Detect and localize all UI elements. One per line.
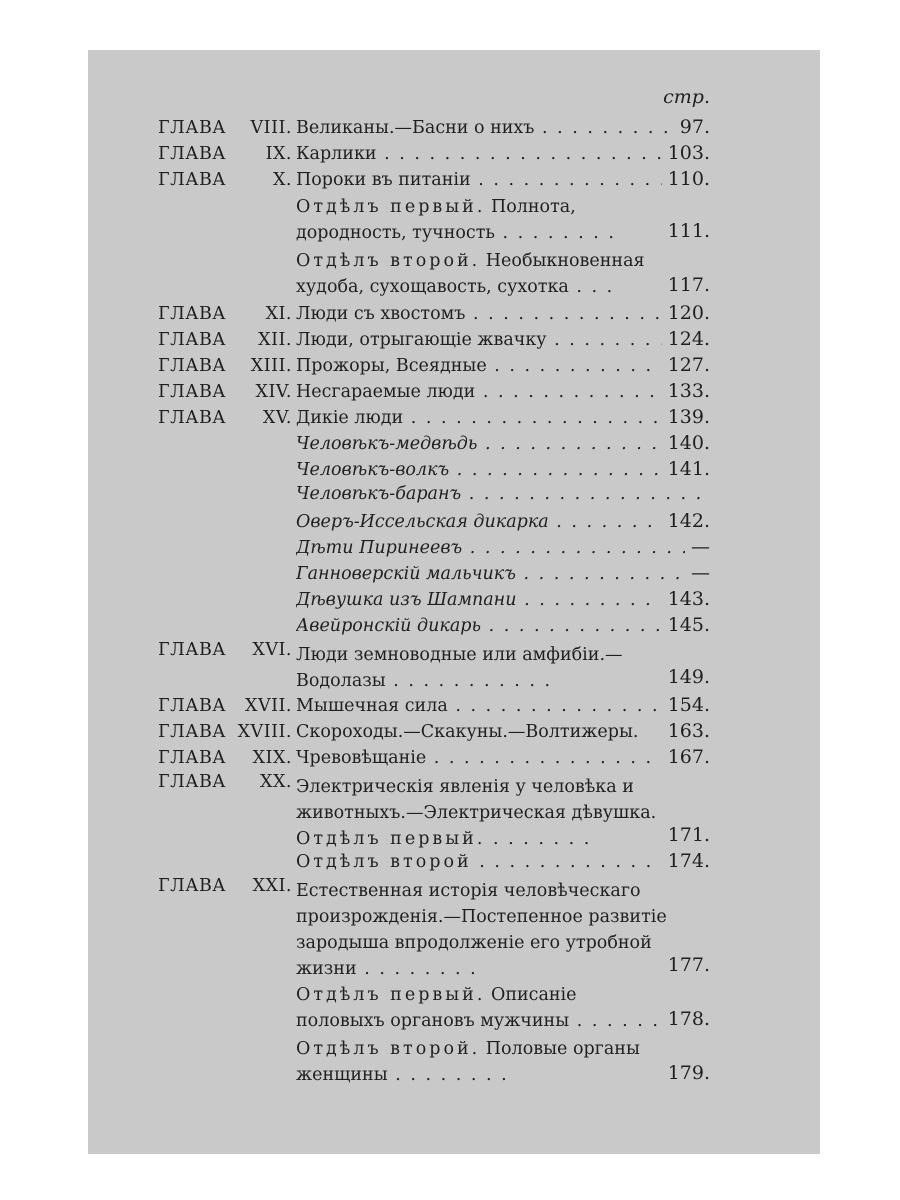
chapter-label: ГЛАВА XI.	[158, 304, 292, 324]
entry-title: Чревовѣщаніе . . .	[296, 748, 662, 768]
chapter-label: ГЛАВА XVIII.	[158, 722, 292, 742]
section-label: Отдѣлъ второй.	[296, 251, 481, 271]
page-number: 154.	[667, 694, 710, 716]
toc-entry	[158, 142, 710, 170]
toc-entry-page-row	[158, 824, 710, 852]
toc-entry	[158, 328, 710, 356]
toc-entry	[158, 302, 710, 330]
entry-title: Человѣкъ-баранъ . . .	[296, 484, 704, 504]
chapter-label: ГЛАВА IX.	[158, 144, 292, 164]
page-number: 139.	[667, 406, 710, 428]
entry-title: Пороки въ питаніи . . .	[296, 170, 662, 190]
page-number: 111.	[667, 220, 710, 242]
toc-entry	[158, 720, 710, 748]
toc-subentry	[158, 850, 710, 878]
entry-title: Дикіе люди . . .	[296, 408, 662, 428]
page-number: 145.	[667, 614, 710, 636]
page-number: 124.	[667, 328, 710, 350]
section-label: Отдѣлъ второй . . .	[296, 852, 662, 872]
page-number: 142.	[667, 510, 710, 532]
entry-title: Человѣкъ-медвѣдь . . .	[296, 434, 662, 454]
entry-title: Карлики . . .	[296, 144, 662, 164]
page-number: 149.	[667, 666, 710, 688]
toc-subentry: Отдѣлъ второй. Половые органы женщины . . . . . . . .	[296, 1039, 640, 1085]
entry-title: Дѣти Пиринеевъ . . .	[296, 538, 685, 558]
entry-title: Электрическія явленія у человѣка и животныхъ.—Электрическая дѣвушка. Отдѣлъ первый. . . . . . . .	[296, 777, 657, 849]
entry-title: Несгараемые люди . . .	[296, 382, 662, 402]
toc-subentry	[158, 432, 710, 460]
chapter-label: ГЛАВА XIX.	[158, 748, 292, 768]
chapter-label: ГЛАВА XXI.	[158, 876, 292, 896]
toc-subentry: Отдѣлъ первый. Полнота, дородность, тучность . . . . . . . .	[296, 197, 616, 243]
book-page	[88, 50, 820, 1154]
chapter-label: ГЛАВА XVI.	[158, 640, 292, 660]
entry-title: Скороходы.—Скакуны.—Волтижеры.	[296, 722, 639, 742]
chapter-label: ГЛАВА VIII.	[158, 118, 292, 138]
page-number: 179.	[667, 1062, 710, 1084]
entry-title: Человѣкъ-волкъ . . .	[296, 460, 662, 480]
chapter-label: ГЛАВА XIII.	[158, 356, 292, 376]
toc-entry	[158, 380, 710, 408]
chapter-label: ГЛАВА XIV.	[158, 382, 292, 402]
toc-entry-page-row	[158, 954, 710, 982]
entry-title: Необыкновенная худоба, сухощавость, сухотка	[296, 251, 645, 297]
toc-entry	[158, 694, 710, 722]
entry-title: Описаніе половыхъ органовъ мужчины	[296, 985, 577, 1031]
section-label: Отдѣлъ первый.	[296, 197, 486, 217]
entry-title: Люди съ хвостомъ . . .	[296, 304, 662, 324]
toc-subentry	[158, 484, 710, 512]
entry-title: Оверъ-Иссельская дикарка . . .	[296, 512, 662, 532]
page-number: —	[691, 562, 710, 584]
chapter-label: ГЛАВА XX.	[158, 772, 292, 792]
chapter-label: ГЛАВА XVII.	[158, 696, 292, 716]
page-number: 141.	[667, 458, 710, 480]
entry-title: Авейронскій дикарь . . .	[296, 616, 662, 636]
toc-entry	[158, 354, 710, 382]
page-number: 178.	[667, 1008, 710, 1030]
page-column-label: стр.	[663, 86, 710, 108]
page-number: 110.	[667, 168, 710, 190]
entry-title: Люди, отрыгающіе жвачку . . .	[296, 330, 662, 350]
page-number: 120.	[667, 302, 710, 324]
page-number: 177.	[667, 954, 710, 976]
section-label: Отдѣлъ второй.	[296, 1039, 481, 1059]
toc-subentry	[158, 588, 710, 616]
page-number: 143.	[667, 588, 710, 610]
chapter-label: ГЛАВА XV.	[158, 408, 292, 428]
entry-title: Дѣвушка изъ Шампани . . .	[296, 590, 662, 610]
entry-title: Великаны.—Басни о нихъ . . .	[296, 118, 674, 138]
toc-subentry: Отдѣлъ второй. Необыкновенная худоба, сухощавость, сухотка . . .	[296, 251, 645, 297]
page-number: 167.	[667, 746, 710, 768]
toc-subentry	[158, 614, 710, 642]
toc-entry	[158, 406, 710, 434]
entry-title: Ганноверскій мальчикъ . . .	[296, 564, 685, 584]
chapter-label: ГЛАВА XII.	[158, 330, 292, 350]
page-number: —	[691, 536, 710, 558]
toc-subentry: Отдѣлъ первый. Описаніе половыхъ органовъ мужчины . . . . . .	[296, 985, 660, 1031]
toc-subentry	[158, 510, 710, 538]
toc-entry-page-row	[158, 1062, 710, 1090]
entry-title: Люди земноводные или амфибіи.—Водолазы . . . . . . . . . . .	[296, 645, 623, 691]
toc-entry-page-row	[158, 666, 710, 694]
entry-title: Половые органы женщины	[296, 1039, 640, 1085]
page-number: 133.	[667, 380, 710, 402]
section-label: Отдѣлъ первый.	[296, 985, 486, 1005]
entry-title: Полнота, дородность, тучность	[296, 197, 576, 243]
toc-subentry	[158, 458, 710, 486]
toc-entry	[158, 168, 710, 196]
chapter-label: ГЛАВА X.	[158, 170, 292, 190]
page-number: 171.	[667, 824, 710, 846]
toc-entry-page-row	[158, 1008, 710, 1036]
page-number: 174.	[667, 850, 710, 872]
toc-entry-page-row	[158, 274, 710, 302]
toc-entry-page-row	[158, 220, 710, 248]
page-number: 103.	[667, 142, 710, 164]
page-number: 140.	[667, 432, 710, 454]
toc-subentry	[158, 536, 710, 564]
toc-subentry	[158, 562, 710, 590]
page-number: 127.	[667, 354, 710, 376]
page-number: 163.	[667, 720, 710, 742]
page-number: 117.	[667, 274, 710, 296]
entry-title: Прожоры, Всеядные . . .	[296, 356, 662, 376]
entry-title: Мышечная сила . . .	[296, 696, 662, 716]
toc-entry	[158, 116, 710, 144]
toc-entry	[158, 746, 710, 774]
entry-title: Естественная исторія человѣческаго произрожденія.—Постепенное развитіе зародыша впродолженіе его утробной жизни . . . . . . . .	[296, 881, 667, 979]
page-number: 97.	[679, 116, 710, 138]
